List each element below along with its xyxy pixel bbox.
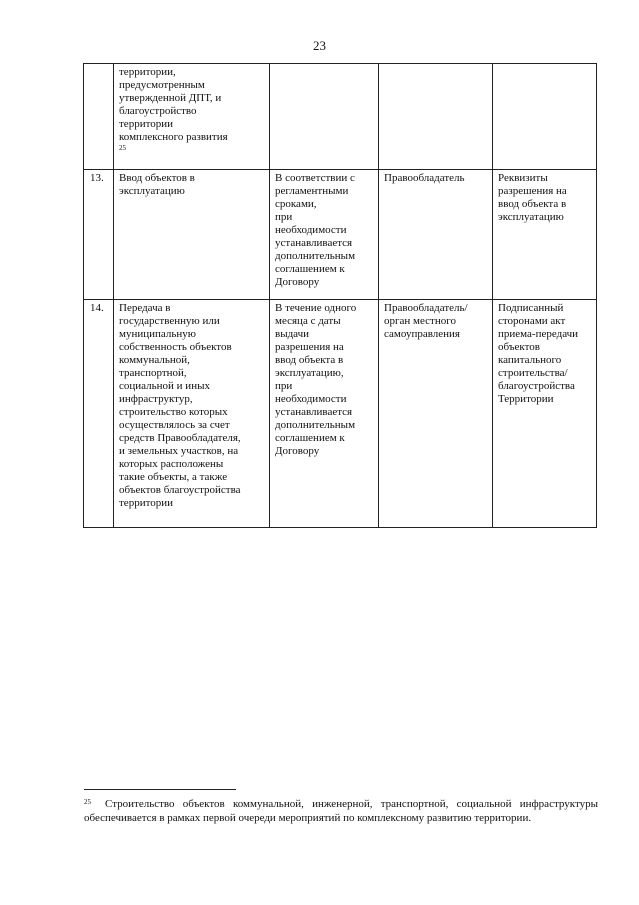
result-cell: Подписанный сторонами акт приема-передачи объектов капитального строительства/ благоустройства Территории (493, 300, 597, 528)
responsible-cell: Правообладатель/ орган местного самоуправления (379, 300, 493, 528)
measures-table (83, 63, 597, 528)
result-cell: Реквизиты разрешения на ввод объекта в эксплуатацию (493, 170, 597, 300)
row-number-cell: 13. (84, 170, 114, 300)
responsible-cell: Правообладатель (379, 170, 493, 300)
action-cell: Ввод объектов в эксплуатацию (114, 170, 270, 300)
row-number-cell (84, 64, 114, 170)
footnote-mark: 25 (84, 798, 91, 806)
term-cell (270, 64, 379, 170)
action-cell (114, 64, 270, 170)
action-text: территории, предусмотренным утвержденной ДПТ, и благоустройство территории комплексного развития (119, 66, 228, 143)
term-cell: В соответствии с регламентными сроками, при необходимости устанавливается дополнительным соглашением к Договору (270, 170, 379, 300)
table-row (84, 300, 597, 528)
footnote (84, 797, 598, 825)
responsible-cell (379, 64, 493, 170)
footnote-separator (84, 789, 236, 790)
result-cell (493, 64, 597, 170)
footnote-text: Строительство объектов коммунальной, инженерной, транспортной, социальной инфраструктуры обеспечивается в рамках первой очереди мероприятий по комплексному развитию территории. (84, 798, 598, 824)
row-number-cell: 14. (84, 300, 114, 528)
table-row (84, 170, 597, 300)
term-cell: В течение одного месяца с даты выдачи разрешения на ввод объекта в эксплуатацию, при необходимости устанавливается дополнительным соглашением к Договору (270, 300, 379, 528)
table-row (84, 64, 597, 170)
footnote-reference[interactable]: 25 (119, 144, 126, 152)
page-number: 23 (313, 38, 326, 53)
action-cell: Передача в государственную или муниципальную собственность объектов коммунальной, транспортной, социальной и иных инфраструктур, строительство которых осуществлялось за счет средств Правообладателя, и земельных участков, на которых расположены такие объекты, а также объектов благоустройства территории (114, 300, 270, 528)
